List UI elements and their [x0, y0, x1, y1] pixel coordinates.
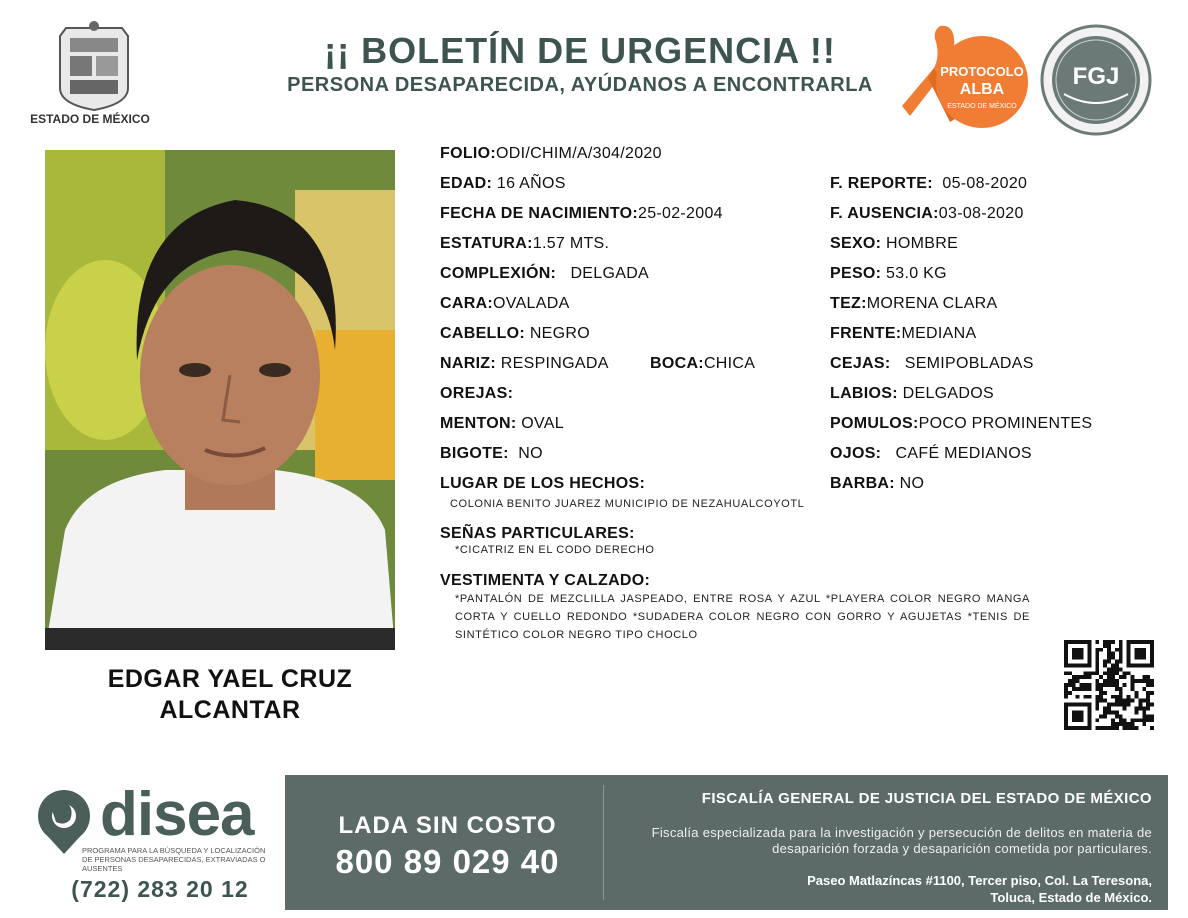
field-sexo: SEXO: HOMBRE: [830, 235, 959, 252]
field-ojos: OJOS: CAFÉ MEDIANOS: [830, 445, 1032, 462]
svg-text:FGJ: FGJ: [1072, 63, 1120, 90]
missing-person-name: [45, 664, 415, 726]
field-vestimenta-label: VESTIMENTA Y CALZADO:: [440, 572, 651, 589]
field-menton: MENTON: OVAL: [440, 415, 564, 432]
field-cabello: CABELLO: NEGRO: [440, 325, 590, 342]
field-boca: BOCA:CHICA: [650, 355, 756, 372]
field-pomulos: POMULOS:POCO PROMINENTES: [830, 415, 1093, 432]
qr-code[interactable]: [1063, 640, 1155, 730]
field-lugar-label: LUGAR DE LOS HECHOS:: [440, 475, 646, 492]
field-nariz: NARIZ: RESPINGADA: [440, 355, 609, 372]
odisea-program-text: PROGRAMA PARA LA BÚSQUEDA Y LOCALIZACIÓN DE PERSONAS DESAPARECIDAS, EXTRAVIADAS O AUSENTES: [82, 846, 266, 873]
bulletin-subtitle: PERSONA DESAPARECIDA, AYÚDANOS A ENCONTRARLA: [287, 74, 873, 96]
missing-person-photo: [45, 150, 395, 650]
svg-text:PROTOCOLO: PROTOCOLO: [940, 64, 1024, 79]
field-cara: CARA:OVALADA: [440, 295, 570, 312]
field-senas-value: *CICATRIZ EN EL CODO DERECHO: [455, 544, 655, 556]
field-peso: PESO: 53.0 KG: [830, 265, 947, 282]
field-labios: LABIOS: DELGADOS: [830, 385, 994, 402]
svg-text:ALBA: ALBA: [959, 81, 1005, 98]
field-f-ausencia: F. AUSENCIA:03-08-2020: [830, 205, 1024, 222]
field-frente: FRENTE:MEDIANA: [830, 325, 977, 342]
field-f-reporte: F. REPORTE: 05-08-2020: [830, 175, 1028, 192]
field-bigote: BIGOTE: NO: [440, 445, 543, 462]
bulletin-title: ¡¡ BOLETÍN DE URGENCIA !!: [324, 30, 836, 71]
field-fecha-nacimiento: FECHA DE NACIMIENTO:25-02-2004: [440, 205, 723, 222]
fgjem-description: Fiscalía especializada para la investigación y persecución de delitos en materia de desaparición forzada y desaparición cometida por particulares.: [651, 825, 1152, 856]
field-senas-label: SEÑAS PARTICULARES:: [440, 525, 635, 542]
field-folio: FOLIO:ODI/CHIM/A/304/2020: [440, 145, 662, 162]
protocolo-alba-logo: [900, 20, 1030, 132]
toll-free-number: 800 89 029 40: [335, 843, 560, 880]
person-name-line1: EDGAR YAEL CRUZ: [107, 665, 353, 693]
footer-divider: [603, 785, 604, 900]
address-line2: Toluca, Estado de México.: [990, 890, 1152, 905]
field-lugar-value: COLONIA BENITO JUAREZ MUNICIPIO DE NEZAHUALCOYOTL: [450, 498, 805, 510]
field-cejas: CEJAS: SEMIPOBLADAS: [830, 355, 1034, 372]
estado-de-mexico-coat-of-arms: [44, 18, 144, 114]
field-orejas: OREJAS:: [440, 385, 514, 402]
fgjem-address: [612, 872, 1152, 906]
field-edad: EDAD: 16 AÑOS: [440, 175, 566, 192]
field-estatura: ESTATURA:1.57 MTS.: [440, 235, 610, 252]
odisea-wordmark: disea: [100, 780, 254, 849]
svg-text:ESTADO DE MÉXICO: ESTADO DE MÉXICO: [947, 103, 1017, 110]
field-barba: BARBA: NO: [830, 475, 925, 492]
fgj-seal-logo: [1040, 24, 1152, 136]
toll-free-label: LADA SIN COSTO: [338, 812, 557, 839]
field-tez: TEZ:MORENA CLARA: [830, 295, 998, 312]
address-line1: Paseo Matlazíncas #1100, Tercer piso, Col. La Teresona,: [807, 873, 1152, 888]
field-vestimenta-value: *PANTALÓN DE MEZCLILLA JASPEADO, ENTRE ROSA Y AZUL *PLAYERA COLOR NEGRO MANGA CORTA Y CUELLO REDONDO *SUDADERA COLOR NEGRO CON GORRO Y AGUJETAS *TENIS DE SINTÉTICO COLOR NEGRO TIPO CHOCLO: [455, 593, 1030, 641]
field-complexion: COMPLEXIÓN: DELGADA: [440, 265, 650, 282]
odisea-phone-number: (722) 283 20 12: [71, 876, 249, 902]
person-name-line2: ALCANTAR: [159, 696, 301, 724]
fgjem-title: FISCALÍA GENERAL DE JUSTICIA DEL ESTADO DE MÉXICO: [701, 790, 1152, 807]
estado-de-mexico-label: ESTADO DE MÉXICO: [30, 112, 150, 126]
